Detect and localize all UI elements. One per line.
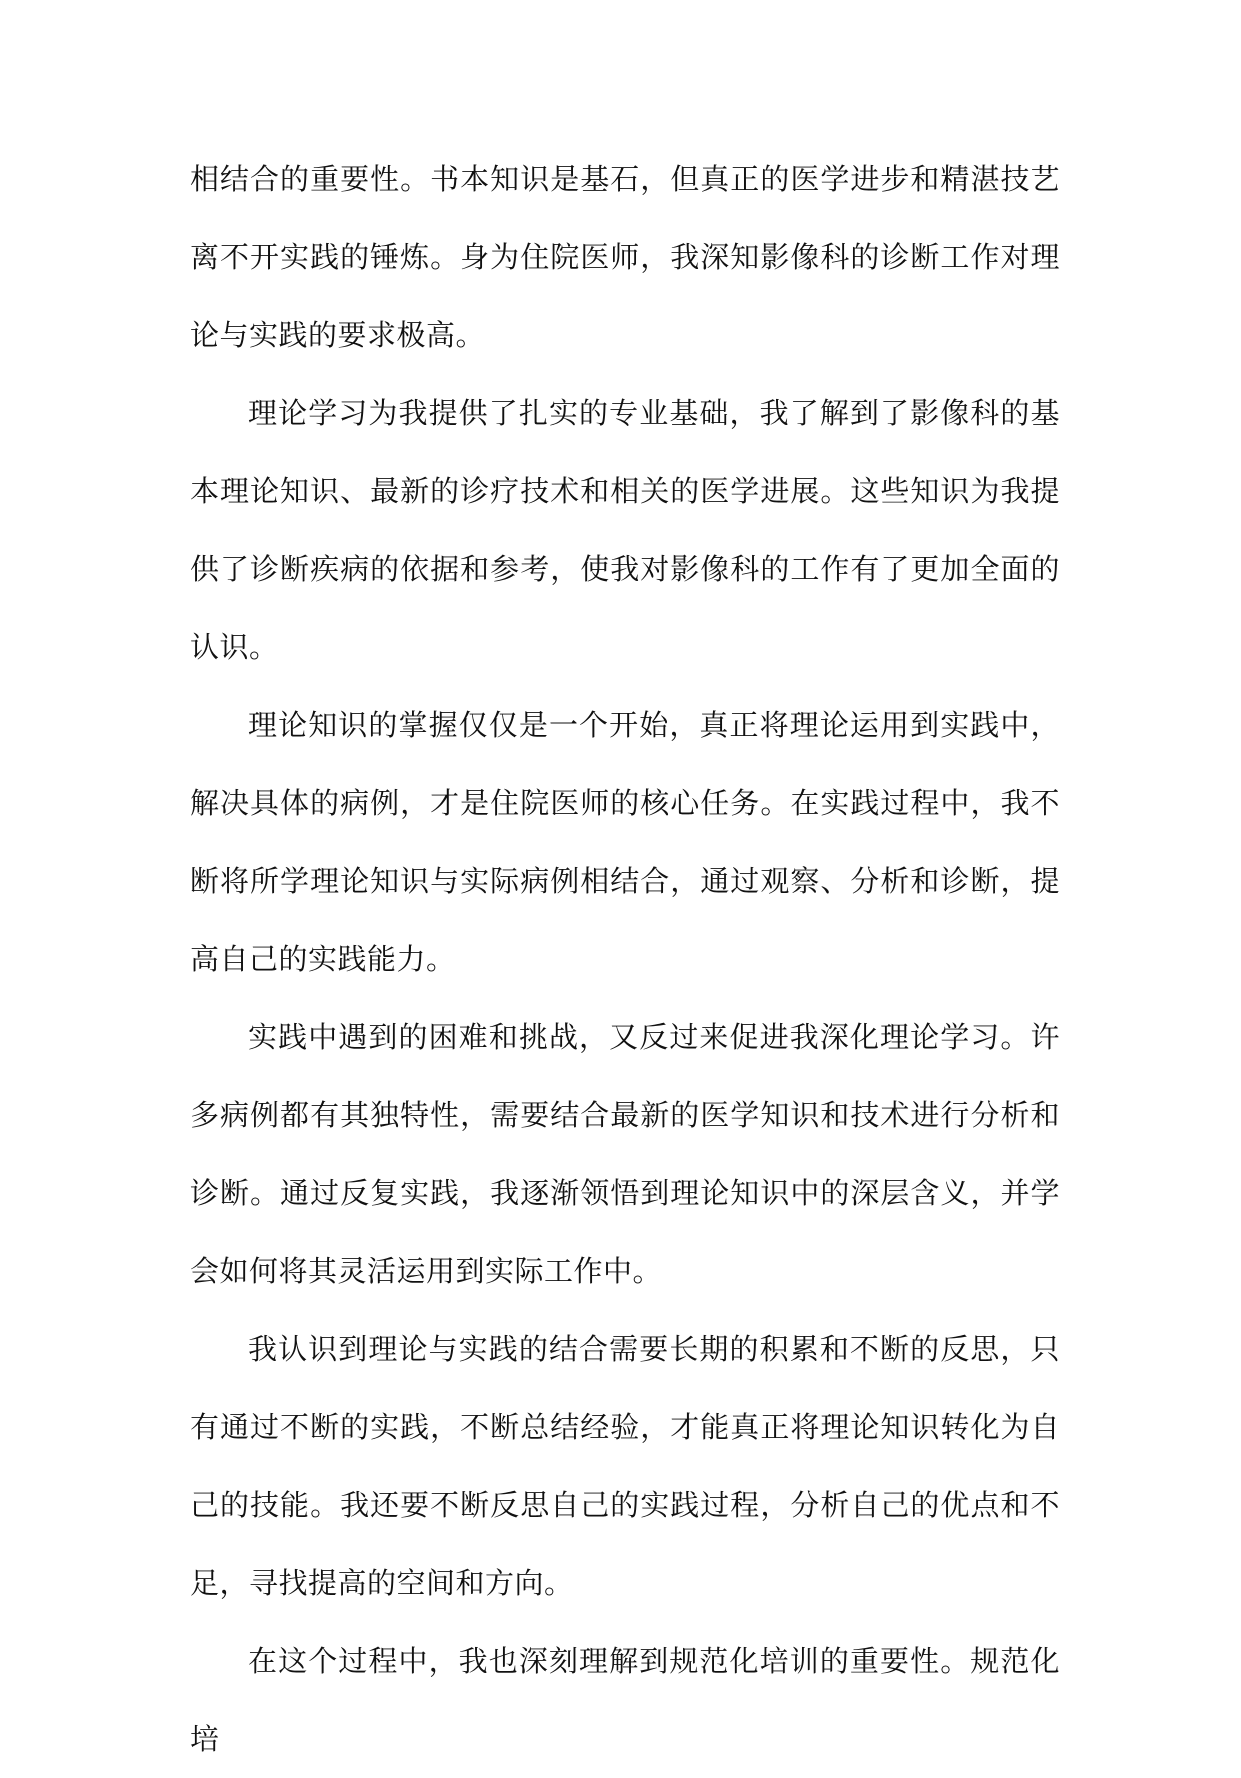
paragraph-5: 我认识到理论与实践的结合需要长期的积累和不断的反思，只有通过不断的实践，不断总结经验，才能真正将理论知识转化为自己的技能。我还要不断反思自己的实践过程，分析自己的优点和不足，寻找提高的空间和方向。 [190,1332,1060,1600]
document-body [190,140,1060,1778]
paragraph-1: 相结合的重要性。书本知识是基石，但真正的医学进步和精湛技艺离不开实践的锤炼。身为住院医师，我深知影像科的诊断工作对理论与实践的要求极高。 [190,162,1060,352]
paragraph-3: 理论知识的掌握仅仅是一个开始，真正将理论运用到实践中，解决具体的病例，才是住院医师的核心任务。在实践过程中，我不断将所学理论知识与实际病例相结合，通过观察、分析和诊断，提高自己的实践能力。 [190,708,1060,976]
paragraph-2: 理论学习为我提供了扎实的专业基础，我了解到了影像科的基本理论知识、最新的诊疗技术和相关的医学进展。这些知识为我提供了诊断疾病的依据和参考，使我对影像科的工作有了更加全面的认识。 [190,396,1060,664]
paragraph-6: 在这个过程中，我也深刻理解到规范化培训的重要性。规范化培 [190,1644,1060,1756]
paragraph-4: 实践中遇到的困难和挑战，又反过来促进我深化理论学习。许多病例都有其独特性，需要结合最新的医学知识和技术进行分析和诊断。通过反复实践，我逐渐领悟到理论知识中的深层含义，并学会如何将其灵活运用到实际工作中。 [190,1020,1060,1288]
